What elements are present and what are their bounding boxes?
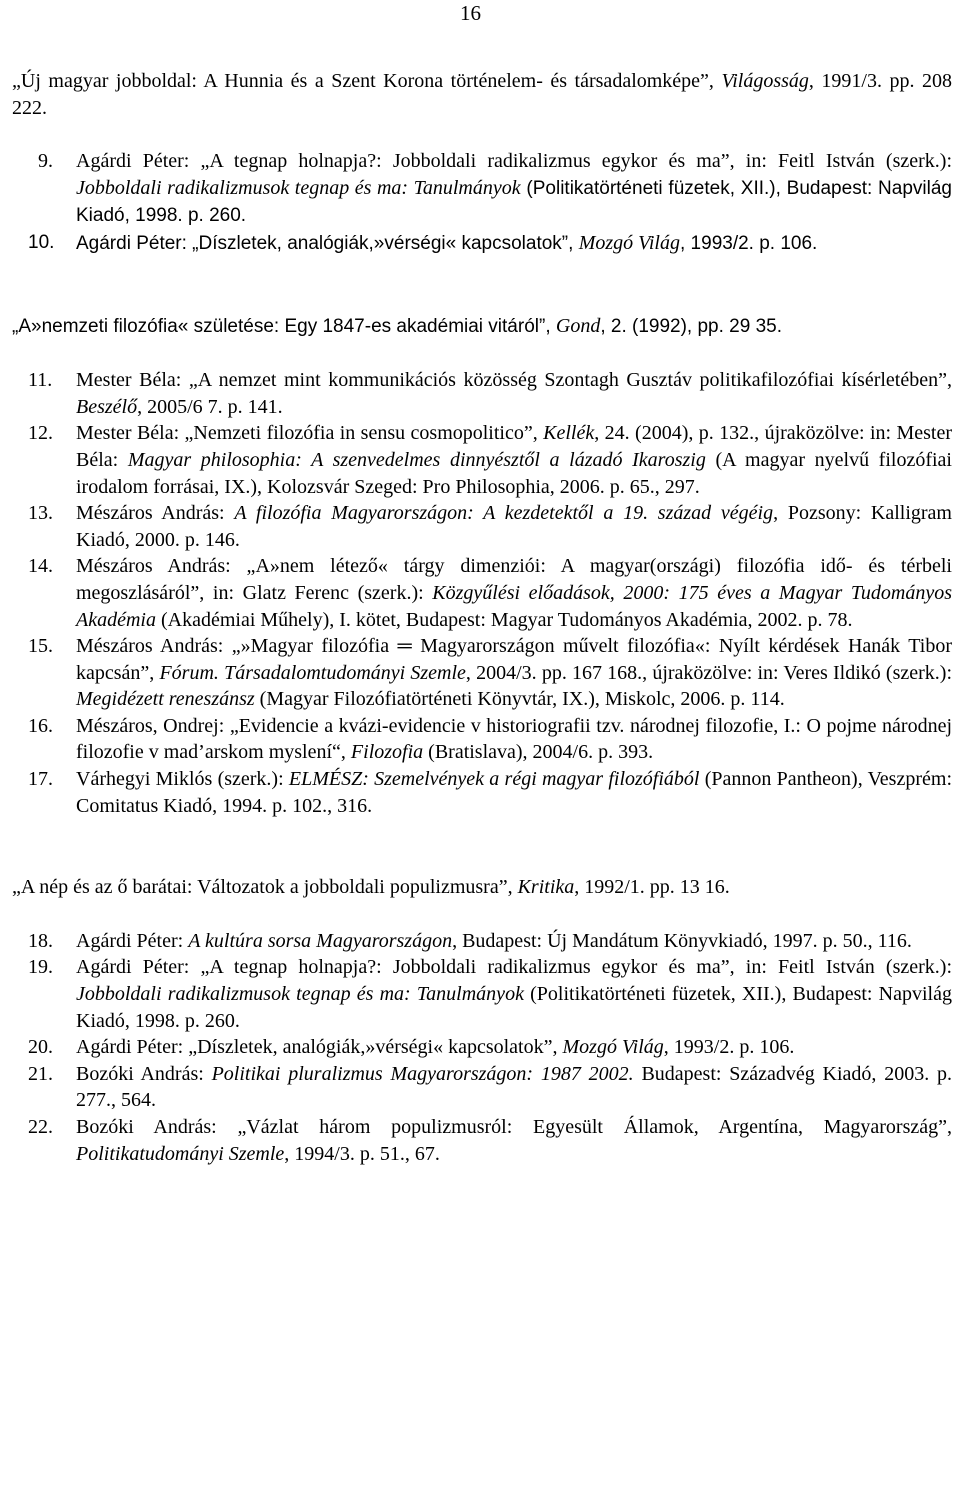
reference-item: 22. Bozóki András: „Vázlat három populizmusról: Egyesült Államok, Argentína, Magyarország”, Politikatudományi Szemle, 1994/3. p. 51., 67. bbox=[28, 1116, 952, 1165]
reference-item: 12. Mester Béla: „Nemzeti filozófia in sensu cosmopolitico”, Kellék, 24. (2004), p. 132., újraközölve: in: Mester Béla: Magyar philosophia: A szenvedelmes dinnyésztől a lázadó Ikaroszig (A magyar nyelvű filozófiai irodalom forrásai, IX.), Kolozsvár Szeged: Pro Philosophia, 2006. p. 65., 297. bbox=[28, 422, 952, 498]
reference-item: 16. Mészáros, Ondrej: „Evidencie a kvázi-evidencie v historiografii tzv. národnej filozofie, I.: O pojme národnej filozofie v mad’arskom myslení“, Filozofia (Bratislava), 2004/6. p. 393. bbox=[28, 714, 952, 764]
reference-item: 10. Agárdi Péter: „Díszletek, analógiák,»vérségi« kapcsolatok”, Mozgó Világ, 1993/2. p. 106. bbox=[28, 231, 818, 254]
reference-list-1 bbox=[12, 148, 952, 257]
source-citation-2: „A»nemzeti filozófia« születése: Egy 1847-es akadémiai vitáról”, Gond, 2. (1992), pp. 29 35. bbox=[12, 314, 783, 337]
reference-list-3 bbox=[12, 928, 952, 1167]
reference-item: 21. Bozóki András: Politikai pluralizmus Magyarországon: 1987 2002. Budapest: Századvég Kiadó, 2003. p. 277., 564. bbox=[28, 1062, 952, 1112]
source-citation-1: „Új magyar jobboldal: A Hunnia és a Szent Korona történelem- és társadalomképe”, Világosság, 1991/3. pp. 208 222. bbox=[12, 70, 953, 119]
reference-item: 15. Mészáros András: „»Magyar filozófia ═ Magyarországon művelt filozófia«: Nyílt kérdések Hanák Tibor kapcsán”, Fórum. Társadalomtudományi Szemle, 2004/3. pp. 167 168., újraközölve: in: Veres Ildikó (szerk.): Megidézett reneszánsz (Magyar Filozófiatörténeti Könyvtár, IX.), Miskolc, 2006. p. 114. bbox=[28, 635, 952, 711]
reference-item: 17. Várhegyi Miklós (szerk.): ELMÉSZ: Szemelvények a régi magyar filozófiából (Pannon Pantheon), Veszprém: Comitatus Kiadó, 1994. p. 102., 316. bbox=[28, 768, 952, 817]
reference-item: 19. Agárdi Péter: „A tegnap holnapja?: Jobboldali radikalizmus egykor és ma”, in: Feitl István (szerk.): Jobboldali radikalizmusok tegnap és ma: Tanulmányok (Politikatörténeti füzetek, XII.), Budapest: Napvilág Kiadó, 1998. p. 260. bbox=[28, 956, 952, 1032]
source-citation-3: „A nép és az ő barátai: Változatok a jobboldali populizmusra”, Kritika, 1992/1. pp. 13 16. bbox=[12, 876, 730, 899]
reference-item: 9. Agárdi Péter: „A tegnap holnapja?: Jobboldali radikalizmus egykor és ma”, in: Feitl István (szerk.): Jobboldali radikalizmusok tegnap és ma: Tanulmányok (Politikatörténeti füzetek, XII.), Budapest: Napvilág Kiadó, 1998. p. 260. bbox=[38, 150, 952, 227]
reference-item: 20. Agárdi Péter: „Díszletek, analógiák,»vérségi« kapcsolatok”, Mozgó Világ, 1993/2. p. 106. bbox=[28, 1036, 795, 1059]
reference-list-2 bbox=[12, 367, 952, 819]
reference-item: 18. Agárdi Péter: A kultúra sorsa Magyarországon, Budapest: Új Mandátum Könyvkiadó, 1997. p. 50., 116. bbox=[28, 929, 912, 952]
reference-item: 14. Mészáros András: „A»nem létező« tárgy dimenziói: A magyar(országi) filozófia idő- és térbeli megoszlásáról”, in: Glatz Ferenc (szerk.): Közgyűlési előadások, 2000: 175 éves a Magyar Tudományos Akadémia (Akadémiai Műhely), I. kötet, Budapest: Magyar Tudományos Akadémia, 2002. p. 78. bbox=[28, 555, 952, 631]
page-number: 16 bbox=[460, 1, 481, 25]
reference-item: 11. Mester Béla: „A nemzet mint kommunikációs közösség Szontagh Gusztáv politikafilozófiai kísérletében”, Beszélő, 2005/6 7. p. 141. bbox=[28, 369, 952, 418]
document-body bbox=[12, 68, 952, 1167]
reference-item: 13. Mészáros András: A filozófia Magyarországon: A kezdetektől a 19. század végéig, Pozsony: Kalligram Kiadó, 2000. p. 146. bbox=[28, 502, 952, 551]
